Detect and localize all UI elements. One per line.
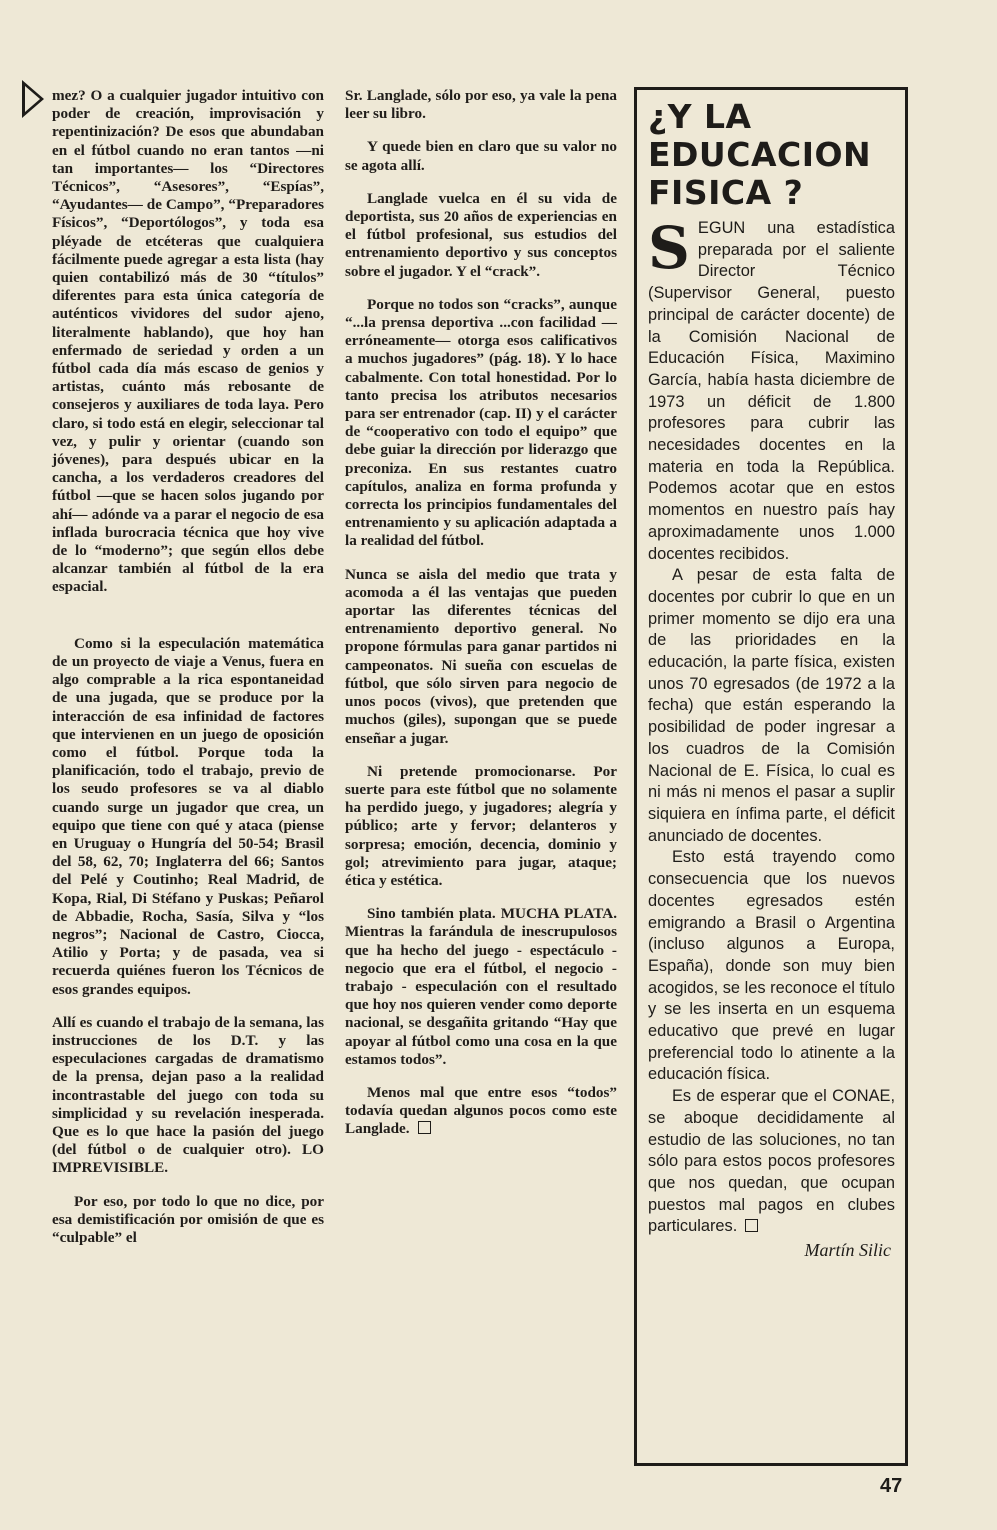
sidebar-paragraph-1-text: EGUN una estadística preparada por el saliente Director Técnico (Supervisor General, puesto principal de carácter docente) de la Comisión Nacional de Educación Física, Maximino García, había hasta diciembre de 1973 un déficit de 1.800 profesores para cubrir las necesidades docentes en la materia en toda la República. Podemos acotar que en estos momentos en nuestro país hay aproximadamente unos 1.000 docentes recibidos. (648, 219, 895, 563)
sidebar-box (634, 87, 908, 1466)
sidebar-headline (648, 98, 895, 212)
col2-paragraph-5: Nunca se aisla del medio que trata y acomoda a él las ventajas que pueden aportar las diferentes técnicas del entrenamiento deportivo general. No propone fórmulas para ganar partidos ni campeonatos. Ni sueña con escuelas de fútbol, que sólo sirven para negocio de unos pocos (vivos), que pretenden que muchos (giles), supongan que se puede enseñar a jugar. (345, 565, 617, 747)
col2-paragraph-3: Langlade vuelca en él su vida de deportista, sus 20 años de experiencias en el fútbol profesional, sus estudios del entrenamiento deportivo y sus conceptos sobre el jugador. Y el “crack”. (345, 189, 617, 280)
author-signature: Martín Silic (804, 1240, 891, 1261)
sidebar-content (648, 98, 895, 1262)
headline-line-3: FISICA ? (648, 173, 804, 212)
col2-paragraph-4: Porque no todos son “cracks”, aunque “...la prensa deportiva ...con facilidad —erróneamente— otorga esos calificativos a muchos jugadores” (pág. 18). Y lo hace cabalmente. Con total honestidad. Por lo tanto precisa los atributos necesarios para ser entrenador (cap. II) y el carácter de “cooperativo con todo el equipo” que debe guiar la dirección por liderazgo que preconiza. En sus restantes cuatro capítulos, analiza en forma profunda y correcta los principios fundamentales del entrenamiento y su aplicación adaptada a la realidad del fútbol. (345, 295, 617, 550)
col2-paragraph-2: Y quede bien en claro que su valor no se agota allí. (345, 138, 617, 174)
col2-paragraph-8-text: Menos mal que entre esos “todos” todavía quedan algunos pocos como este Langlade. (345, 1083, 617, 1138)
col1-paragraph-4: Por eso, por todo lo que no dice, por esa demistificación por omisión de que es “culpable” el (52, 1192, 324, 1246)
col2-paragraph-6: Ni pretende promocionarse. Por suerte para este fútbol que no solamente ha perdido juego, y jugadores; alegría y público; arte y fervor; delanteros y sorpresa; emoción, decencia, dominio y gol; atrevimiento para jugar, ataque; ética y estética. (345, 762, 617, 889)
sidebar-paragraph-2: A pesar de esta falta de docentes por cubrir lo que en un primer momento se dijo era una de las prioridades en la educación, la parte física, existen unos 70 egresados (de 1972 a la fecha) que están esperando la posibilidad de poder ingresar a los cuadros de la Comisión Nacional de E. Física, lo cual es ni más ni menos el pasar a suplir siquiera en ínfima parte, el déficit anunciado de docentes. (648, 566, 895, 845)
sidebar-body (648, 214, 895, 1262)
col2-paragraph-8 (345, 1084, 617, 1139)
page-number: 47 (880, 1475, 903, 1497)
sidebar-paragraph-4 (648, 1086, 895, 1238)
col2-paragraph-7: Sino también plata. MUCHA PLATA. Mientras la farándula de inescrupulosos que ha hecho del juego - espectáculo - negocio que era el fútbol, el negocio - trabajo - especulación con el resultado que hoy nos quieren vender como deporte nacional, se desgañita gritando “Hay que apoyar al fútbol como una cosa en la que estamos todos”. (345, 905, 617, 1068)
drop-cap: S (648, 214, 690, 282)
continuation-arrow-icon (22, 80, 44, 118)
end-of-article-icon (418, 1121, 431, 1134)
sidebar-end-icon (745, 1219, 758, 1232)
col1-paragraph-1: mez? O a cualquier jugador intuitivo con poder de creación, improvisación y repentinización? De esos que abundaban en el fútbol cuando no eran tantos —ni tan importantes— los “Directores Técnicos”, “Asesores”, “Espías”, “Ayudantes— de Campo”, “Preparadores Físicos”, “Deportólogos”, y toda esa pléyade de etcéteras que cualquiera fácilmente puede agregar a esta lista (hay quien contabilizó más de 30 “títulos” diferentes para esta única categoría de auténticos vividores del sudor ajeno, literalmente hablando), que hoy han enfermado de seriedad y orden a un fútbol cada día más escaso de genios y artistas, cuánto más rebosante de consejeros y auxiliares de toda laya. Pero claro, si todo está en elegir, seleccionar tal vez, y pulir y orientar (cuando son jóvenes), para después ubicar en la cancha, a los verdaderos creadores del fútbol —que se hacen solos jugando por ahí— adónde va a parar el negocio de esa inflada burocracia técnica que hoy vive de lo “moderno”; que según ellos debe alcanzar también al fútbol de la era espacial. (52, 87, 324, 596)
article-column-1 (52, 87, 324, 1262)
col1-paragraph-2: Como si la especulación matemática de un proyecto de viaje a Venus, fuera en algo comprable a la rica espontaneidad de una jugada, que se produce por la interacción de esa infinidad de factores que intervienen en un juego de oposición como el fútbol. Porque toda la planificación, todo el trabajo, previo de los seudo profesores se va al diablo cuando surge un jugador que crea, un equipo que tiene con qué y ataca (piense en Uruguay o Hungría del 50-54; Brasil del 58, 62, 70; Inglaterra del 66; Santos del Pelé y Coutinho; Real Madrid, de Kopa, Rial, Di Stéfano y Puskas; Peñarol de Abbadie, Rocha, Sasía, Silva y “los negros”; Nacional de Castro, Ciocca, Atilio y Porta; y de pasada, vea si recuerda quiénes fueron los Técnicos de esos grandes equipos. (52, 634, 324, 998)
col2-paragraph-1: Sr. Langlade, sólo por eso, ya vale la pena leer su libro. (345, 87, 617, 123)
headline-line-1: ¿Y LA (648, 97, 752, 136)
headline-line-2: EDUCACION (648, 135, 872, 174)
article-column-2 (345, 87, 617, 1154)
col1-paragraph-3: Allí es cuando el trabajo de la semana, las instrucciones de los D.T. y las especulaciones cargadas de dramatismo de la prensa, dejan paso a la realidad incontrastable del juego con toda su simplicidad y su revelación inesperada. Que es lo que hace la pasión del juego (del fútbol o de cualquier otro). LO IMPREVISIBLE. (52, 1013, 324, 1177)
sidebar-paragraph-4-text: Es de esperar que el CONAE, se aboque decididamente al estudio de las soluciones, no tan sólo para estos pocos profesores que nos quedan, que ocupan puestos mal pagos en clubes particulares. (648, 1087, 895, 1236)
sidebar-paragraph-3: Esto está trayendo como consecuencia que los nuevos docentes egresados estén emigrando a Brasil o Argentina (incluso algunos a Europa, España), donde son muy bien acogidos, se les reconoce el título y se les inserta en un esquema educativo que prevé en lugar preferencial todo lo atinente a la educación física. (648, 848, 895, 1084)
sidebar-paragraph-1 (648, 214, 895, 565)
